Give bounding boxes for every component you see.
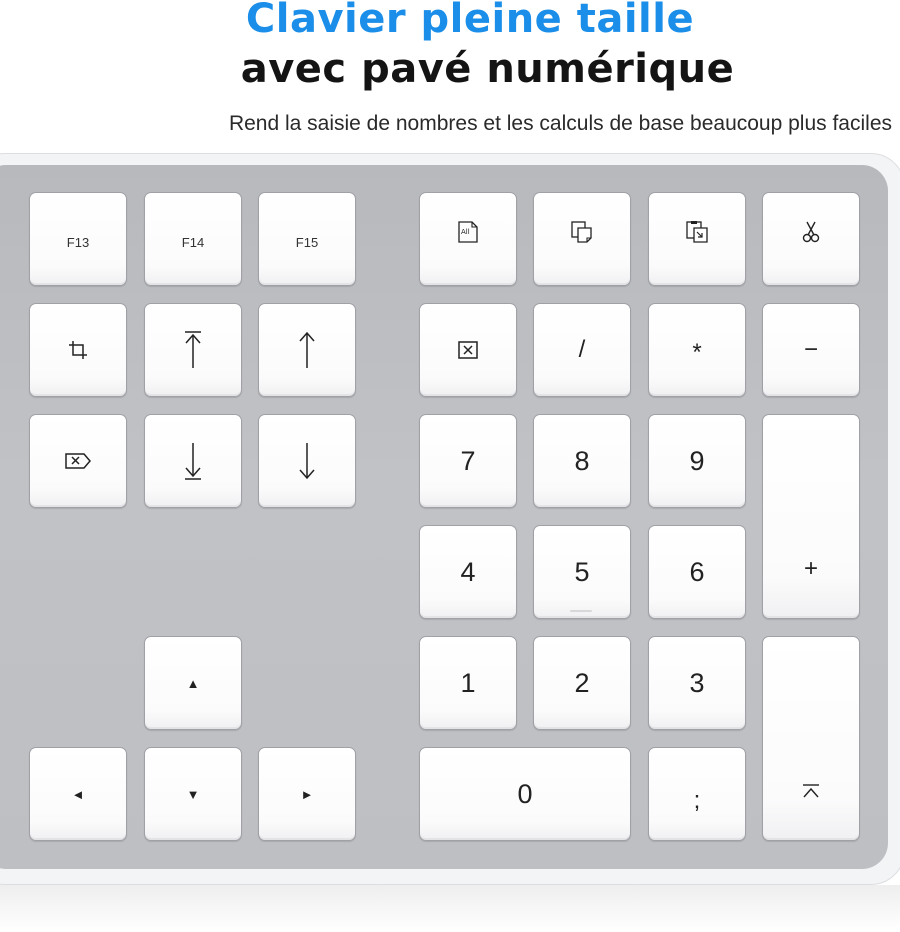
- enter-key[interactable]: [762, 636, 860, 841]
- delete-key[interactable]: [419, 303, 517, 397]
- minus-key[interactable]: [762, 303, 860, 397]
- f15-label: F15: [295, 234, 319, 250]
- screenshot-key[interactable]: [29, 303, 127, 397]
- key-3[interactable]: [648, 636, 746, 730]
- title-line-2: avec pavé numérique: [240, 46, 735, 92]
- multiply-label: *: [692, 339, 702, 366]
- key-4-label: 4: [460, 556, 476, 587]
- clear-icon: [64, 451, 92, 471]
- divide-key[interactable]: [533, 303, 631, 397]
- keyboard-reflection: [0, 885, 900, 932]
- f14-key[interactable]: [144, 192, 242, 286]
- f14-label: F14: [181, 234, 205, 250]
- up-key[interactable]: [258, 303, 356, 397]
- f13-key[interactable]: [29, 192, 127, 286]
- plus-key[interactable]: [762, 414, 860, 619]
- f15-key[interactable]: [258, 192, 356, 286]
- key-6-label: 6: [689, 556, 705, 587]
- key-0-label: 0: [517, 778, 533, 809]
- cut-key[interactable]: [762, 192, 860, 286]
- f13-label: F13: [66, 234, 90, 250]
- key-5[interactable]: [533, 525, 631, 619]
- divide-label: /: [578, 336, 586, 363]
- key-2-label: 2: [574, 667, 590, 698]
- key-1-label: 1: [460, 667, 476, 698]
- scissors-icon: [801, 220, 821, 244]
- minus-label: −: [803, 336, 818, 363]
- up-arrow-icon: [296, 330, 318, 370]
- arrow-up-label: ▲: [186, 675, 200, 691]
- arrow-left-label: ◄: [71, 786, 85, 802]
- copy-icon: [570, 220, 594, 244]
- key-3-label: 3: [689, 667, 705, 698]
- page-down-key[interactable]: [144, 414, 242, 508]
- down-key[interactable]: [258, 414, 356, 508]
- subtitle: Rend la saisie de nombres et les calculs de base beaucoup plus faciles: [228, 112, 892, 135]
- key-7[interactable]: [419, 414, 517, 508]
- key-2[interactable]: [533, 636, 631, 730]
- select-all-icon: [457, 220, 479, 244]
- separator-key[interactable]: [648, 747, 746, 841]
- key-4[interactable]: [419, 525, 517, 619]
- separator-label: ;: [693, 787, 701, 814]
- key-8[interactable]: [533, 414, 631, 508]
- select-all-key[interactable]: [419, 192, 517, 286]
- multiply-key[interactable]: [648, 303, 746, 397]
- title-line-1: Clavier pleine taille: [245, 0, 695, 42]
- key-7-label: 7: [460, 445, 476, 476]
- arrow-right-label: ►: [300, 786, 314, 802]
- key-0[interactable]: [419, 747, 631, 841]
- clear-key[interactable]: [29, 414, 127, 508]
- paste-key[interactable]: [648, 192, 746, 286]
- paste-icon: [685, 220, 709, 244]
- key-5-tactile-bump: [570, 610, 592, 612]
- key-9[interactable]: [648, 414, 746, 508]
- key-9-label: 9: [689, 445, 705, 476]
- page-up-key[interactable]: [144, 303, 242, 397]
- arrow-down-label: ▼: [186, 786, 200, 802]
- crop-icon: [67, 339, 89, 361]
- enter-icon: [800, 783, 822, 799]
- key-5-label: 5: [574, 556, 590, 587]
- page-down-icon: [182, 441, 204, 481]
- arrow-left-key[interactable]: [29, 747, 127, 841]
- copy-key[interactable]: [533, 192, 631, 286]
- down-arrow-icon: [296, 441, 318, 481]
- arrow-right-key[interactable]: [258, 747, 356, 841]
- page-up-icon: [182, 330, 204, 370]
- select-all-icon-text: All: [461, 228, 470, 236]
- plus-label: +: [803, 554, 818, 582]
- arrow-up-key[interactable]: [144, 636, 242, 730]
- key-6[interactable]: [648, 525, 746, 619]
- arrow-down-key[interactable]: [144, 747, 242, 841]
- delete-icon: [457, 340, 479, 360]
- key-8-label: 8: [574, 445, 590, 476]
- key-1[interactable]: [419, 636, 517, 730]
